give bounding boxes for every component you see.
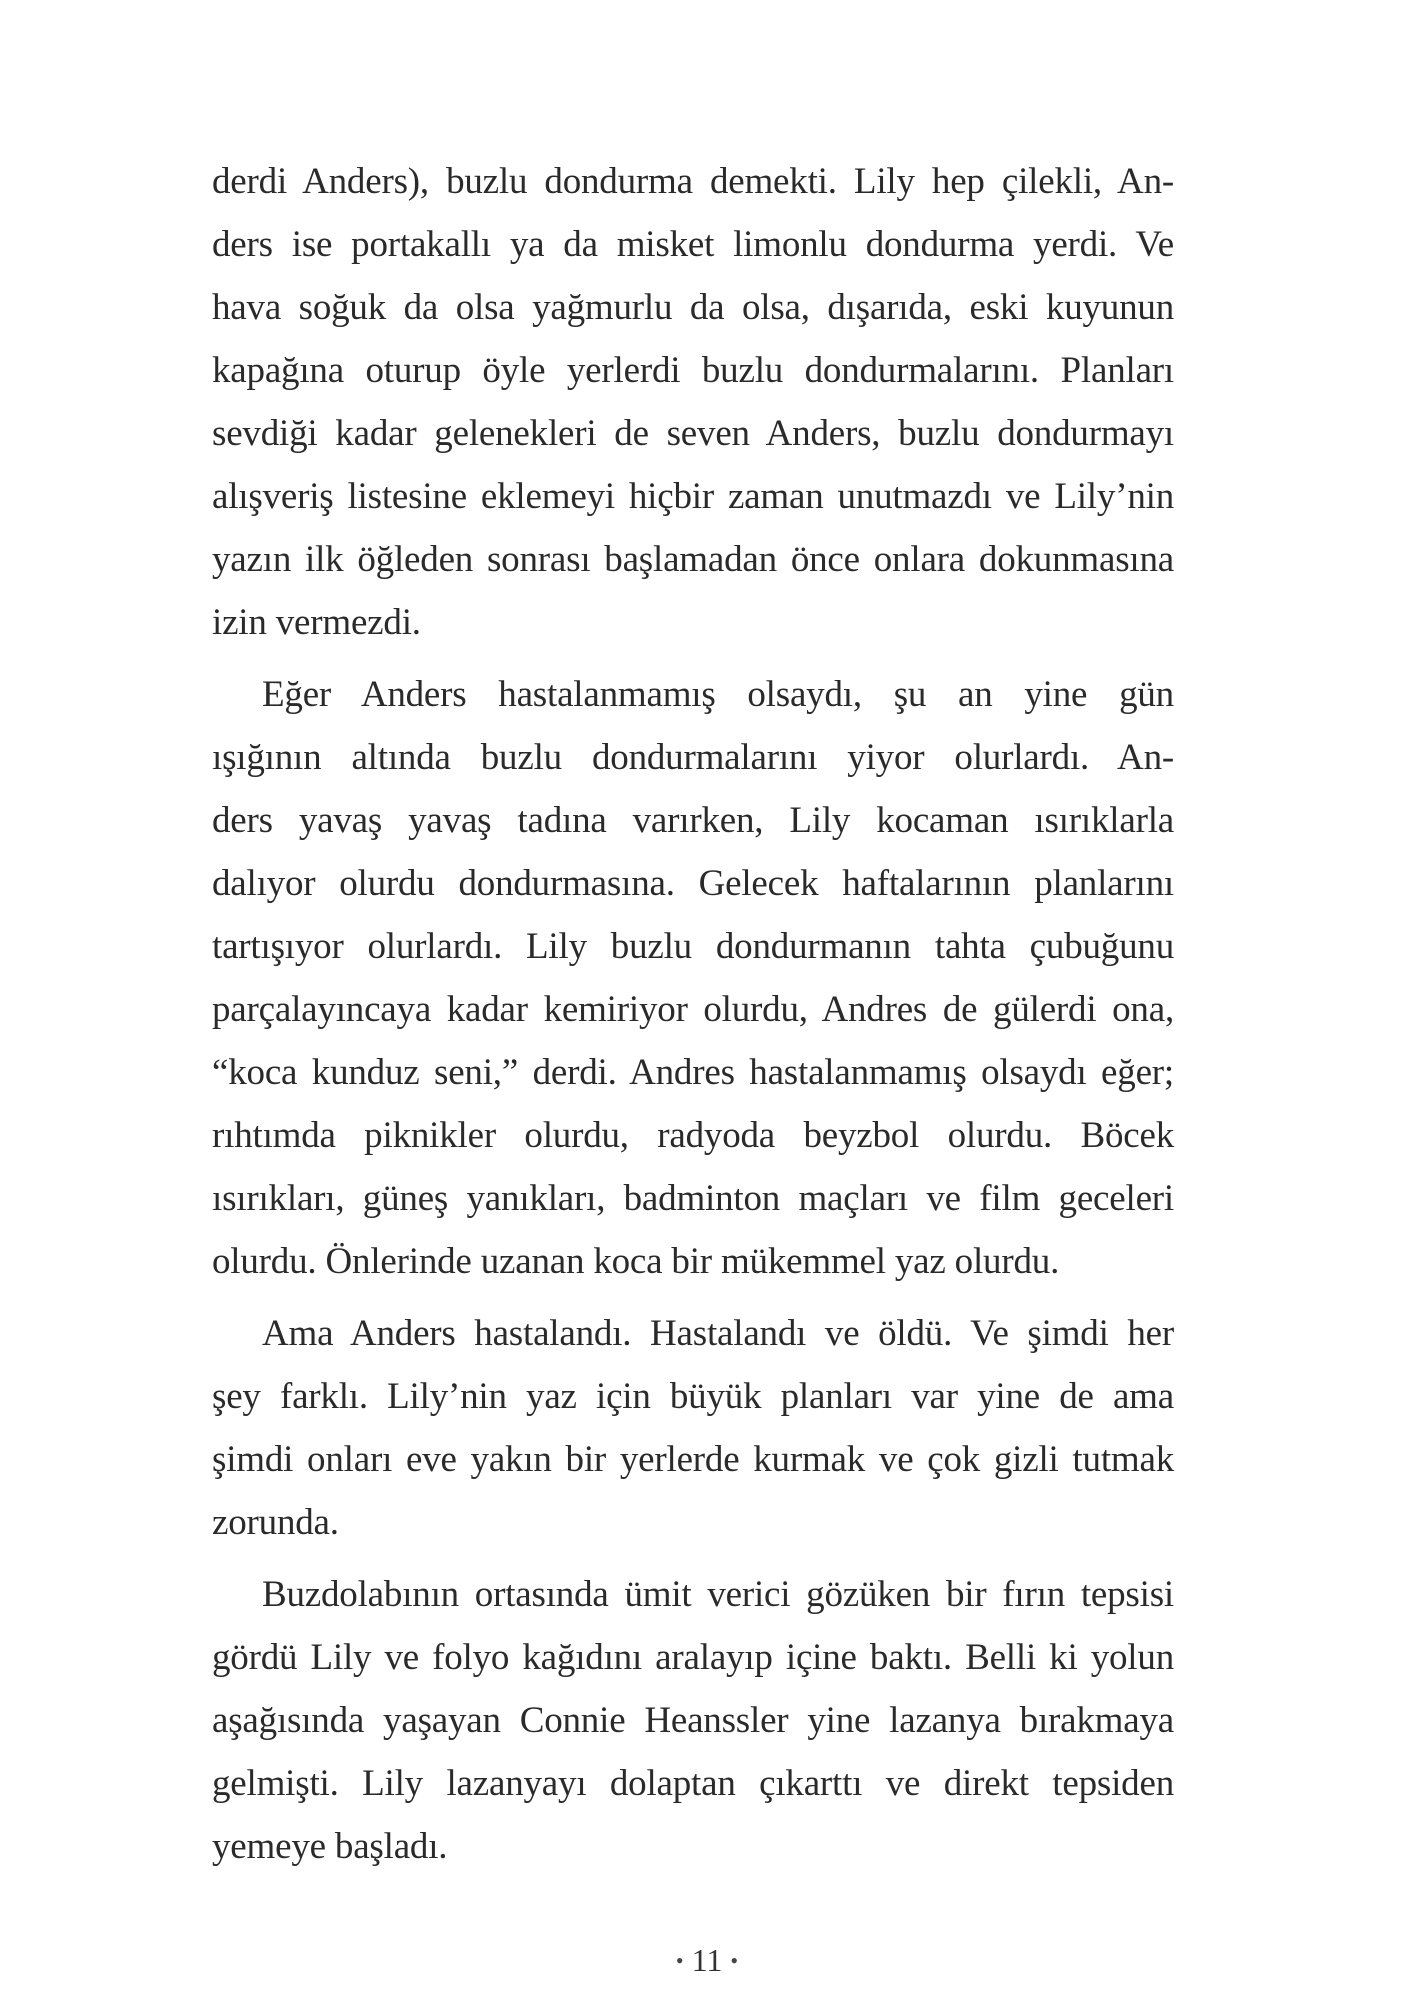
text-line: yazın ilk öğleden sonrası başlamadan önce onlara dokunmasına [212,539,1174,580]
body-text [212,150,1174,1887]
text-line: ışığının altında buzlu dondurmalarını yiyor olurlardı. An- [212,737,1174,778]
bullet-ornament-right: • [730,1947,739,1973]
text-line: kapağına oturup öyle yerlerdi buzlu dondurmalarını. Planları [212,350,1174,391]
text-line: ders ise portakallı ya da misket limonlu dondurma yerdi. Ve [212,224,1174,265]
text-line: hava soğuk da olsa yağmurlu da olsa, dışarıda, eski kuyunun [212,287,1174,328]
text-line: zorunda. [212,1502,339,1543]
text-line: sevdiği kadar gelenekleri de seven Anders, buzlu dondurmayı [212,413,1174,454]
text-line: Eğer Anders hastalanmamış olsaydı, şu an yine gün [262,674,1174,715]
text-line: yemeye başladı. [212,1826,448,1867]
text-line: olurdu. Önlerinde uzanan koca bir mükemmel yaz olurdu. [212,1241,1060,1282]
text-line: şimdi onları eve yakın bir yerlerde kurmak ve çok gizli tutmak [212,1439,1174,1480]
paragraph [212,663,1174,1293]
text-line: izin vermezdi. [212,602,421,643]
paragraph [212,1563,1174,1878]
text-line: gelmişti. Lily lazanyayı dolaptan çıkarttı ve direkt tepsiden [212,1763,1174,1804]
text-line: ısırıkları, güneş yanıkları, badminton maçları ve film geceleri [212,1178,1174,1219]
text-line: gördü Lily ve folyo kağıdını aralayıp içine baktı. Belli ki yolun [212,1637,1174,1678]
text-line: dalıyor olurdu dondurmasına. Gelecek haftalarının planlarını [212,863,1174,904]
text-line: derdi Anders), buzlu dondurma demekti. Lily hep çilekli, An- [212,161,1174,202]
page-number-footer [0,1942,1414,1979]
paragraph [212,150,1174,654]
text-line: parçalayıncaya kadar kemiriyor olurdu, Andres de gülerdi ona, [212,989,1174,1030]
bullet-ornament-left: • [675,1947,684,1973]
paragraph [212,1302,1174,1554]
text-line: ders yavaş yavaş tadına varırken, Lily kocaman ısırıklarla [212,800,1174,841]
text-line: Ama Anders hastalandı. Hastalandı ve öldü. Ve şimdi her [262,1313,1174,1354]
text-line: alışveriş listesine eklemeyi hiçbir zaman unutmazdı ve Lily’nin [212,476,1174,517]
text-line: rıhtımda piknikler olurdu, radyoda beyzbol olurdu. Böcek [212,1115,1174,1156]
text-line: aşağısında yaşayan Connie Heanssler yine lazanya bırakmaya [212,1700,1174,1741]
text-line: “koca kunduz seni,” derdi. Andres hastalanmamış olsaydı eğer; [212,1052,1174,1093]
text-line: Buzdolabının ortasında ümit verici gözüken bir fırın tepsisi [262,1574,1174,1615]
text-line: şey farklı. Lily’nin yaz için büyük planları var yine de ama [212,1376,1174,1417]
page-number: 11 [691,1942,723,1978]
text-line: tartışıyor olurlardı. Lily buzlu dondurmanın tahta çubuğunu [212,926,1174,967]
